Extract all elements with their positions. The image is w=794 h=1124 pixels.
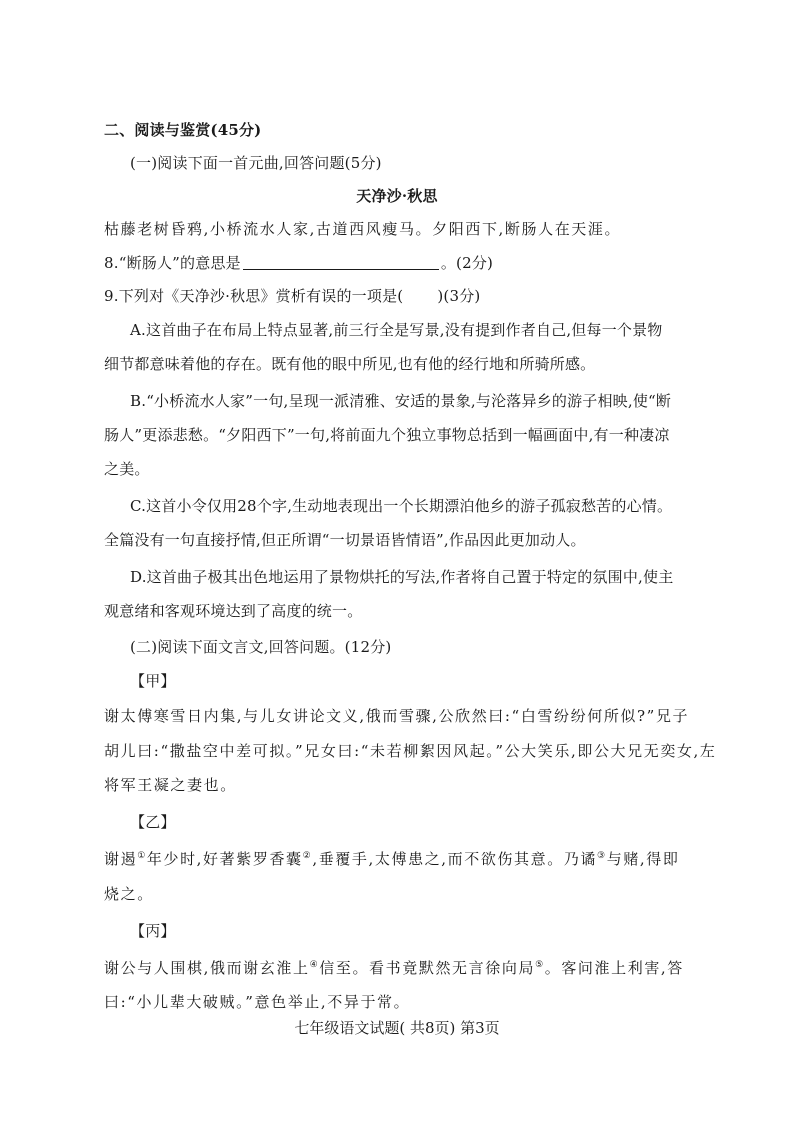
question-8 xyxy=(104,253,724,273)
passage-bing-line2: 曰:“小儿辈大破贼。”意色举止,不异于常。 xyxy=(104,993,411,1011)
answer-blank-q8[interactable] xyxy=(243,255,439,270)
note-marker-4: ④ xyxy=(309,960,320,970)
passage-yi-line1 xyxy=(104,849,724,869)
question-8-prefix: 8.“断肠人”的意思是 xyxy=(104,254,241,272)
part2-intro: (二)阅读下面文言文,回答问题。(12分) xyxy=(130,638,392,656)
page-footer: 七年级语文试题( 共8页) 第3页 xyxy=(294,1019,500,1037)
question-9-prefix: 9.下列对《天净沙·秋思》赏析有误的一项是( xyxy=(104,287,404,305)
bing-text-1: 谢公与人围棋,俄而谢玄淮上 xyxy=(104,959,310,977)
question-8-suffix: 。(2分) xyxy=(440,254,494,272)
option-a-line2: 细节都意味着他的存在。既有他的眼中所见,也有他的经行地和所骑所感。 xyxy=(104,355,596,373)
yi-text-3: ,垂覆手,太傅患之,而不欲伤其意。乃谲 xyxy=(312,850,598,868)
option-b-line1: B.“小桥流水人家”一句,呈现一派清雅、安适的景象,与沦落异乡的游子相映,使“断 xyxy=(130,392,672,410)
section-heading: 二、阅读与鉴赏(45分) xyxy=(104,121,262,139)
yi-text-4: 与赌,得即 xyxy=(606,850,680,868)
option-b-line2: 肠人”更添悲愁。“夕阳西下”一句,将前面九个独立事物总括到一幅画面中,有一种凄凉 xyxy=(104,426,670,444)
passage-yi-line2: 烧之。 xyxy=(104,885,154,903)
bing-text-2: 信至。看书竟默然无言徐向局 xyxy=(319,959,536,977)
option-b-line3: 之美。 xyxy=(104,460,150,478)
option-d-line1: D.这首曲子极其出色地运用了景物烘托的写法,作者将自己置于特定的氛围中,使主 xyxy=(130,568,674,586)
poem-title: 天净沙·秋思 xyxy=(356,187,438,205)
passage-jia-line2: 胡儿曰:“撒盐空中差可拟。”兄女曰:“未若柳絮因风起。”公大笑乐,即公大兄无奕女,左 xyxy=(104,742,717,760)
note-marker-1: ① xyxy=(137,851,147,861)
note-marker-3: ③ xyxy=(597,851,607,861)
part1-intro: (一)阅读下面一首元曲,回答问题(5分) xyxy=(130,154,382,172)
note-marker-2: ② xyxy=(302,851,313,861)
yi-text-1: 谢遏 xyxy=(104,850,138,868)
bing-text-3: 。客问淮上利害,答 xyxy=(544,959,684,977)
passage-bing-line1 xyxy=(104,958,724,978)
option-c-line1: C.这首小令仅用28个字,生动地表现出一个长期漂泊他乡的游子孤寂愁苦的心情。 xyxy=(130,497,673,515)
yi-text-2: 年少时,好著紫罗香囊 xyxy=(146,850,303,868)
passage-yi-label: 【乙】 xyxy=(130,813,176,831)
option-d-line2: 观意绪和客观环境达到了高度的统一。 xyxy=(104,602,363,620)
question-9-suffix: )(3分) xyxy=(437,287,481,305)
passage-bing-label: 【丙】 xyxy=(130,922,176,940)
question-9 xyxy=(104,286,724,306)
option-a-line1: A.这首曲子在布局上特点显著,前三行全是写景,没有提到作者自己,但每一个景物 xyxy=(130,321,663,339)
note-marker-5: ⑤ xyxy=(535,960,545,970)
passage-jia-line1: 谢太傅寒雪日内集,与儿女讲论文义,俄而雪骤,公欣然曰:“白雪纷纷何所似?”兄子 xyxy=(104,707,690,725)
passage-jia-line3: 将军王凝之妻也。 xyxy=(104,776,237,794)
poem-text: 枯藤老树昏鸦,小桥流水人家,古道西风瘦马。夕阳西下,断肠人在天涯。 xyxy=(104,220,622,238)
option-c-line2: 全篇没有一句直接抒情,但正所谓“一切景语皆情语”,作品因此更加动人。 xyxy=(104,531,586,549)
passage-jia-label: 【甲】 xyxy=(130,672,176,690)
